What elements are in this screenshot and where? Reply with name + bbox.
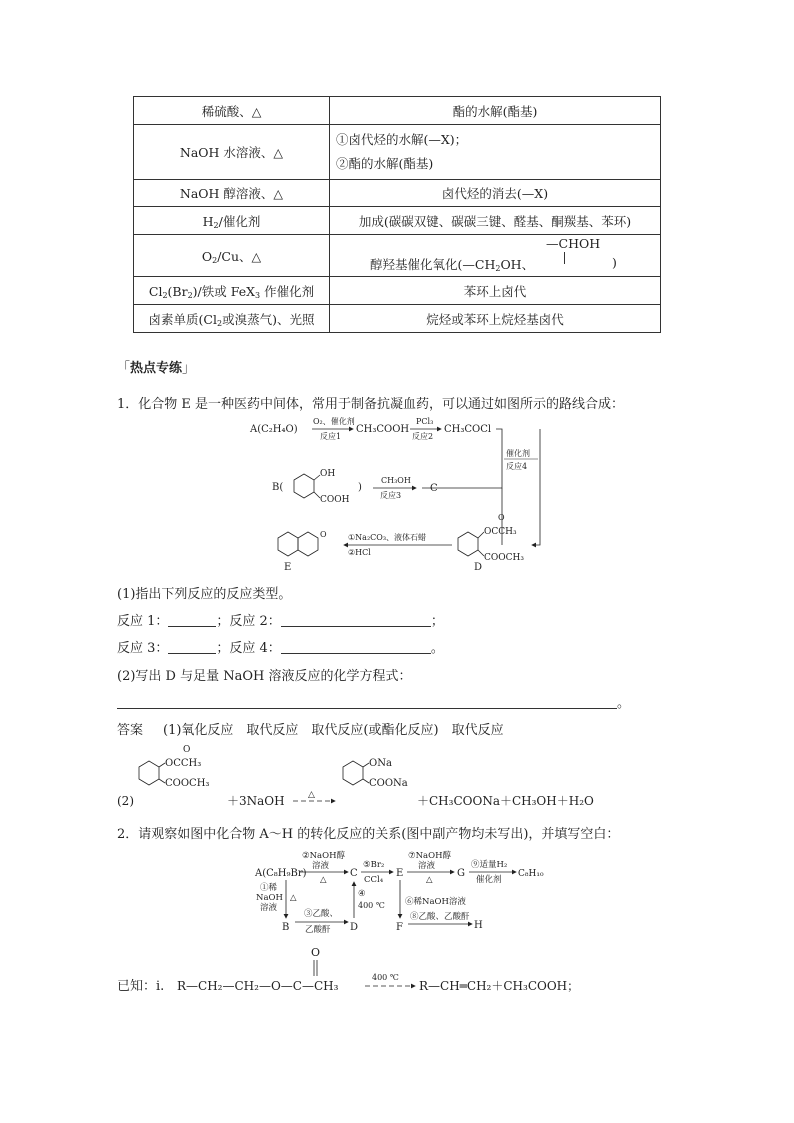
- subscript: 2: [213, 220, 219, 230]
- r5-top: ⑤Br₂: [363, 860, 385, 870]
- acetyl-chloride: CH₃COCl: [444, 424, 492, 435]
- r1-c: 溶液: [260, 903, 278, 913]
- r2-mid: 溶液: [312, 861, 330, 871]
- connector-line: [422, 429, 502, 488]
- reaction-content: [336, 236, 654, 276]
- q1-part2: (2)写出 D 与足量 NaOH 溶液反应的化学方程式：: [117, 669, 412, 684]
- label: ；反应 4：: [216, 641, 281, 656]
- subscript: 2: [162, 290, 168, 300]
- r3-top: ③乙酸、: [304, 909, 339, 919]
- coona-label: COONa: [369, 778, 408, 789]
- final-product: C₈H₁₀: [518, 869, 544, 879]
- r2-top: PCl₃: [416, 417, 434, 426]
- text: OH、: [500, 256, 535, 272]
- compound-e: E: [284, 562, 292, 572]
- answer-label: 答案: [117, 723, 144, 738]
- known-reaction: [117, 940, 597, 996]
- ona-label: ONa: [369, 758, 392, 769]
- reaction-condition-table: [133, 96, 661, 333]
- r7-bottom: △: [426, 875, 433, 885]
- condition-cell: 稀硫酸、△: [134, 97, 330, 125]
- condition-cell: [134, 207, 330, 235]
- r3-bottom: 反应3: [380, 491, 402, 500]
- table-row: [134, 180, 661, 207]
- e-o: O: [320, 530, 327, 539]
- cooch3-label: COOCH₃: [165, 778, 210, 789]
- reaction-line: ②酯的水解(酯基): [336, 156, 434, 171]
- r1-top: O₂、催化剂: [313, 417, 355, 426]
- text: 作催化剂: [260, 283, 315, 299]
- r7-mid: 溶液: [418, 861, 436, 871]
- b-oh: OH: [320, 469, 336, 479]
- r1-a: ①稀: [260, 883, 278, 893]
- table-row: [134, 235, 661, 277]
- punct: 。: [617, 696, 631, 711]
- compound-c: C: [350, 868, 358, 879]
- benzene-ring: [278, 532, 298, 556]
- compound-b-label: B(: [272, 482, 284, 493]
- answer-blank[interactable]: [168, 614, 216, 627]
- r1-d: △: [290, 893, 297, 903]
- reagents: ＋3NaOH: [227, 794, 285, 808]
- r2-bottom: 反应2: [412, 432, 434, 441]
- products: ＋CH₃COONa＋CH₃OH＋H₂O: [417, 794, 594, 808]
- text: 醇羟基催化氧化(—CH: [370, 256, 496, 272]
- table-row: [134, 207, 661, 235]
- r8: ⑧乙酸、乙酸酐: [410, 912, 470, 922]
- q1-synthesis-scheme: [240, 412, 560, 572]
- punct: 。: [430, 641, 444, 656]
- answer-text: (1)氧化反应 取代反应 取代反应(或酯化反应) 取代反应: [163, 723, 504, 738]
- compound-a: A(C₂H₄O): [250, 424, 298, 435]
- r5-bottom: ②HCl: [348, 548, 371, 557]
- q1-line-2: [117, 637, 444, 656]
- benzene-ring: [139, 761, 159, 785]
- text: ): [612, 254, 617, 270]
- b-close: ): [358, 482, 362, 493]
- condition-cell: [134, 305, 330, 333]
- text: 卤素单质(Cl: [148, 311, 217, 327]
- reaction-line: ①卤代烃的水解(—X)；: [336, 132, 468, 147]
- answer-blank[interactable]: [117, 696, 617, 709]
- condition-cell: NaOH 水溶液、△: [134, 125, 330, 180]
- q2-stem: 2．请观察如图中化合物 A～H 的转化反应的关系(图中副产物均未写出)，并填写空白：: [117, 827, 620, 842]
- r4-a: ④: [358, 889, 366, 899]
- condition-cell: [134, 235, 330, 277]
- benzene-ring: [458, 532, 478, 556]
- r7-top: ⑦NaOH醇: [408, 851, 452, 861]
- compound-f: F: [396, 922, 403, 933]
- table-row: [134, 97, 661, 125]
- r2-top: ②NaOH醇: [302, 851, 346, 861]
- section-title: [117, 357, 195, 376]
- punct: ；: [430, 614, 444, 629]
- text: Cl: [148, 283, 163, 299]
- reaction-cell: 烷烃或苯环上烷烃基卤代: [330, 305, 661, 333]
- subscript: 2: [495, 263, 501, 273]
- compound-e: E: [396, 868, 404, 879]
- b-cooh: COOH: [320, 495, 350, 505]
- known-cond: 400 ℃: [372, 973, 399, 982]
- compound-d: D: [350, 922, 359, 933]
- text: 或溴蒸气)、光照: [222, 311, 315, 327]
- o-label: O: [183, 745, 191, 755]
- r6: ⑥稀NaOH溶液: [405, 897, 466, 907]
- r9-top: ⑨适量H₂: [471, 860, 508, 870]
- known-o: O: [311, 946, 321, 959]
- r4-b: 400 ℃: [358, 901, 385, 910]
- answer-equation: [117, 742, 617, 810]
- answer-blank[interactable]: [281, 641, 431, 654]
- delta: △: [308, 790, 315, 800]
- compound-d: D: [474, 562, 483, 572]
- reaction-cell: 卤代烃的消去(—X): [330, 180, 661, 207]
- reaction-cell: [330, 125, 661, 180]
- known-label: 已知：ⅰ.: [117, 979, 165, 994]
- answer-line: [117, 719, 504, 738]
- subscript: 2: [187, 290, 193, 300]
- subscript: 2: [216, 318, 223, 328]
- reaction-cell: 酯的水解(酯基): [330, 97, 661, 125]
- answer-blank[interactable]: [281, 614, 431, 627]
- occh3-label: OCCH₃: [165, 758, 202, 769]
- text: /Cu、△: [217, 248, 262, 264]
- q1-part2-line: [117, 692, 630, 711]
- d-occh3: OCCH₃: [484, 527, 517, 537]
- q1-stem: 1．化合物 E 是一种医药中间体，常用于制备抗凝血药，可以通过如图所示的路线合成：: [117, 397, 625, 412]
- bracket-open: 「: [117, 361, 131, 376]
- subscript: 3: [255, 290, 261, 300]
- reaction-text: [370, 255, 534, 273]
- r1-bottom: 反应1: [320, 432, 342, 441]
- r3-top: CH₃OH: [381, 476, 411, 485]
- reaction-cell: [330, 235, 661, 277]
- compound-c: C: [430, 483, 438, 494]
- compound-h: H: [474, 920, 483, 931]
- compound-a: A(C₈H₉Br): [255, 868, 307, 879]
- r1-b: NaOH: [256, 893, 283, 903]
- table-row: [134, 305, 661, 333]
- reaction-cell: 加成(碳碳双键、碳碳三键、醛基、酮羰基、苯环): [330, 207, 661, 235]
- answer2-label: (2): [117, 794, 134, 808]
- bond-line: [564, 252, 565, 264]
- connector-arrow: [532, 429, 540, 545]
- r5-bottom: CCl₄: [364, 875, 384, 885]
- known-left: R—CH₂—CH₂—O—C—CH₃: [177, 979, 339, 993]
- table-row: [134, 277, 661, 305]
- condition-cell: [134, 277, 330, 305]
- r2-bottom: △: [320, 875, 327, 885]
- d-o: O: [498, 513, 505, 522]
- d-cooch3: COOCH₃: [484, 553, 524, 563]
- bracket-close: 」: [182, 361, 196, 376]
- r4-top: 催化剂: [506, 449, 530, 458]
- r9-bottom: 催化剂: [476, 875, 502, 885]
- reaction-cell: 苯环上卤代: [330, 277, 661, 305]
- r5-top: ①Na₂CO₃、液体石蜡: [348, 533, 427, 542]
- text: /催化剂: [218, 213, 261, 229]
- chohoh-group: —CHOH: [546, 235, 601, 251]
- table-row: [134, 125, 661, 180]
- benzene-ring: [343, 761, 363, 785]
- r4-bottom: 反应4: [506, 462, 528, 471]
- text: H: [202, 213, 214, 229]
- q1-line-1: [117, 610, 444, 629]
- label: 反应 1：: [117, 614, 169, 629]
- answer-blank[interactable]: [168, 641, 216, 654]
- compound-g: G: [457, 868, 465, 879]
- q1-part1: (1)指出下列反应的反应类型。: [117, 587, 292, 602]
- section-title-text: 热点专练: [130, 361, 183, 376]
- label: 反应 3：: [117, 641, 169, 656]
- text: O: [201, 248, 213, 264]
- pyranone-ring: [298, 532, 318, 556]
- compound-b: B: [282, 922, 290, 933]
- label: ；反应 2：: [216, 614, 281, 629]
- subscript: 2: [212, 255, 218, 265]
- text: )/铁或 FeX: [192, 283, 256, 299]
- r3-bottom: 乙酸酐: [305, 925, 331, 934]
- text: (Br: [167, 283, 188, 299]
- acetic-acid: CH₃COOH: [356, 424, 410, 435]
- benzene-ring: [294, 474, 314, 498]
- q2-conversion-scheme: [250, 848, 560, 934]
- known-right: R—CH═CH₂＋CH₃COOH；: [419, 979, 580, 993]
- condition-cell: NaOH 醇溶液、△: [134, 180, 330, 207]
